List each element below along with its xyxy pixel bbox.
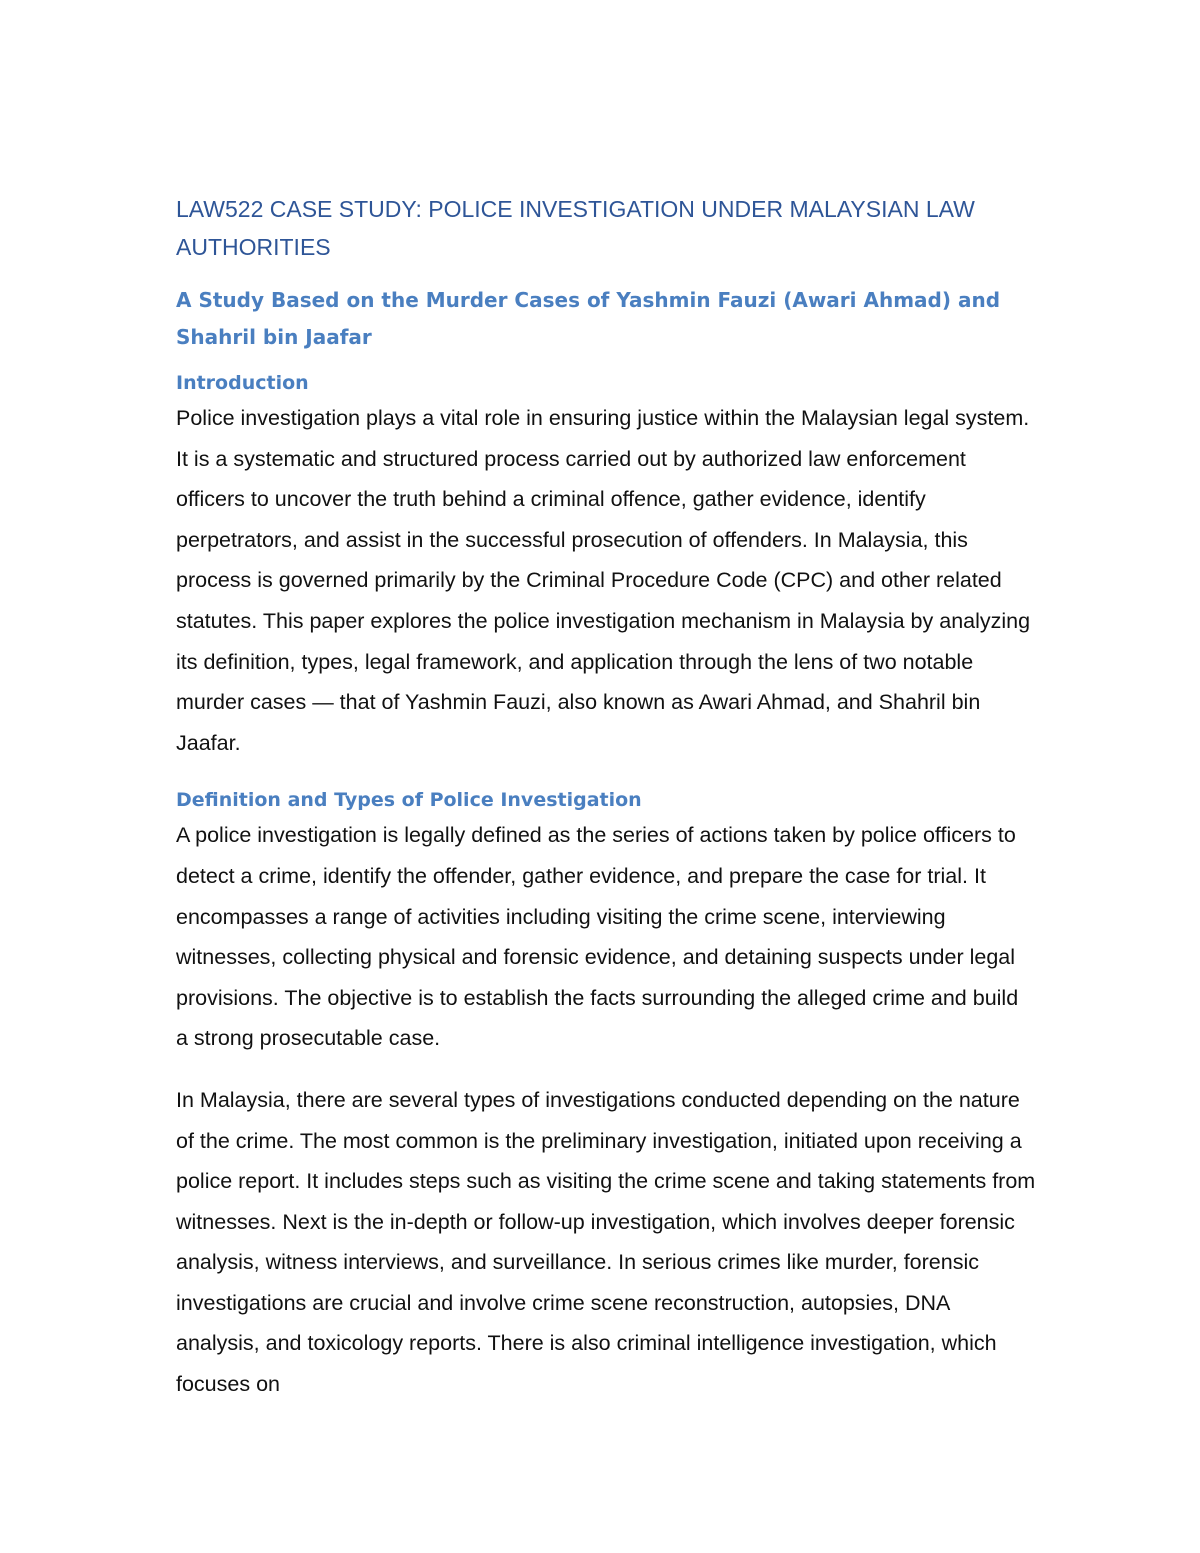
section-definition-and-types	[176, 785, 1036, 1404]
document-subtitle: A Study Based on the Murder Cases of Yashmin Fauzi (Awari Ahmad) and Shahril bin Jaafar	[176, 288, 1001, 349]
paragraph: Police investigation plays a vital role in ensuring justice within the Malaysian legal system. It is a systematic and structured process carried out by authorized law enforcement officers to uncover the truth behind a criminal offence, gather evidence, identify perpetrators, and assist in the successful prosecution of offenders. In Malaysia, this process is governed primarily by the Criminal Procedure Code (CPC) and other related statutes. This paper explores the police investigation mechanism in Malaysia by analyzing its definition, types, legal framework, and application through the lens of two notable murder cases — that of Yashmin Fauzi, also known as Awari Ahmad, and Shahril bin Jaafar.	[176, 406, 1031, 755]
paragraph: In Malaysia, there are several types of investigations conducted depending on the nature of the crime. The most common is the preliminary investigation, initiated upon receiving a police report. It includes steps such as visiting the crime scene and taking statements from witnesses. Next is the in-depth or follow-up investigation, which involves deeper forensic analysis, witness interviews, and surveillance. In serious crimes like murder, forensic investigations are crucial and involve crime scene reconstruction, autopsies, DNA analysis, and toxicology reports. There is also criminal intelligence investigation, which focuses on	[176, 1087, 1036, 1397]
document-body	[176, 190, 1036, 1405]
document-title: LAW522 CASE STUDY: POLICE INVESTIGATION UNDER MALAYSIAN LAW AUTHORITIES	[176, 196, 975, 260]
section-heading: Definition and Types of Police Investigation	[176, 789, 642, 812]
section-heading: Introduction	[176, 372, 309, 394]
paragraph: A police investigation is legally defined as the series of actions taken by police officers to detect a crime, identify the offender, gather evidence, and prepare the case for trial. It encompasses a range of activities including visiting the crime scene, interviewing witnesses, collecting physical and forensic evidence, and detaining suspects under legal provisions. The objective is to establish the facts surrounding the alleged crime and build a strong prosecutable case.	[176, 823, 1019, 1051]
section-introduction	[176, 368, 1036, 763]
